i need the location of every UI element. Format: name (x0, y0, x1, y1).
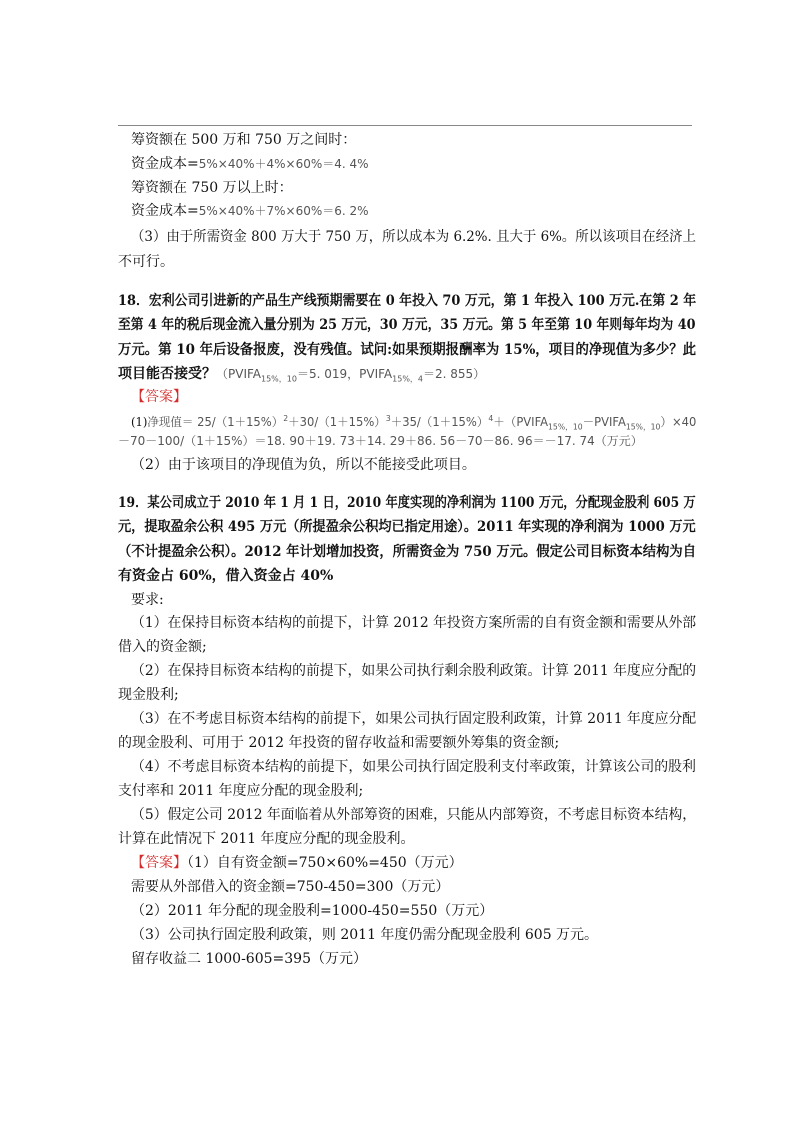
question-19-line: 有资金占 60%，借入资金占 40% (118, 568, 334, 584)
requirement-line: 借入的资金额; (118, 639, 207, 655)
npv-exponent: 2 (283, 414, 289, 423)
text-line: 筹资额在 500 万和 750 万之间时： (131, 132, 357, 148)
requirement-line: 支付率和 2011 年度应分配的现金股利; (118, 783, 364, 799)
npv-formula-line (131, 413, 696, 431)
header-rule (118, 125, 692, 126)
npv-subscript: 15%，10 (625, 422, 661, 432)
pv-factor-b: ＝5. 019，PVIFA (296, 367, 393, 381)
answer-label: 【答案】 (131, 855, 187, 871)
npv-term: ＋（PVIFA (493, 415, 549, 429)
pv-factor-sub: 15%，10 (261, 374, 297, 384)
npv-exponent: 3 (385, 414, 391, 423)
formula-image: 5%×40%＋4%×60%＝4. 4% (198, 157, 369, 171)
npv-term: －PVIFA (582, 415, 626, 429)
question-19-line: 19．某公司成立于 2010 年 1 月 1 日，2010 年度实现的净利润为 1100 万元，分配现金股利 605 万 (118, 495, 696, 511)
question-text: 项目能否接受？ (118, 366, 216, 382)
requirement-line: （4）不考虑目标资本结构的前提下，如果公司执行固定股利支付率政策，计算该公司的股利 (131, 759, 696, 775)
requirement-line: （2）在保持目标资本结构的前提下，如果公司执行剩余股利政策。计算 2011 年度应分配的 (131, 663, 697, 679)
formula-line (131, 155, 369, 173)
npv-subscript: 15%，10 (548, 422, 583, 432)
requirement-line: （5）假定公司 2012 年面临着从外部筹资的困难，只能从内部筹资，不考虑目标资本结构， (131, 807, 697, 823)
text-line: 不可行。 (118, 254, 174, 270)
npv-formula-line-2: －70－100/（1＋15%）＝18. 90＋19. 73＋14. 29＋86. 56－70－86. 96＝－17. 74（万元） (118, 434, 643, 448)
pv-factor-c: ＝2. 855） (423, 367, 486, 381)
npv-exponent: 4 (488, 414, 494, 423)
formula-label: 资金成本= (131, 156, 199, 172)
answer-text: （1）自有资金额=750×60%=450（万元） (187, 855, 463, 871)
requirement-line: （3）在不考虑目标资本结构的前提下，如果公司执行固定股利政策，计算 2011 年度应分配 (131, 711, 697, 727)
formula-label: 资金成本= (131, 203, 199, 219)
question-18-line: 至第 4 年的税后现金流入量分别为 25 万元，30 万元，35 万元。第 5 年至第 10 年则每年均为 40 (118, 317, 696, 333)
answer-line: （2）2011 年分配的现金股利=1000-450=550（万元） (131, 903, 494, 919)
formula-image: 5%×40%＋7%×60%＝6. 2% (198, 204, 369, 218)
pv-factors (216, 367, 486, 384)
item-number: (1) (131, 415, 148, 429)
requirements-heading: 要求: (131, 592, 164, 608)
pv-factor-a: （PVIFA (216, 367, 261, 381)
question-18-line: 万元。第 10 年后设备报废，没有残值。试问:如果预期报酬率为 15%，项目的净现值为多少？此 (118, 342, 697, 358)
npv-term: ）×40 (660, 415, 697, 429)
answer-label: 【答案】 (131, 389, 187, 405)
answer-line: 需要从外部借入的资金额=750-450=300（万元） (131, 879, 450, 895)
text-line: 筹资额在 750 万以上时： (131, 180, 293, 196)
question-18-line (118, 365, 485, 383)
pv-factor-sub: 15%，4 (392, 374, 424, 384)
answer-line (131, 854, 463, 872)
question-18-line: 18．宏利公司引进新的产品生产线预期需要在 0 年投入 70 万元，第 1 年投入 100 万元.在第 2 年 (118, 293, 697, 309)
requirement-line: （1）在保持目标资本结构的前提下，计算 2012 年投资方案所需的自有资金额和需要从外部 (131, 615, 697, 631)
text-line: （3）由于所需资金 800 万大于 750 万，所以成本为 6.2%. 且大于 6%。所以该项目在经济上 (131, 229, 696, 245)
requirement-line: 计算在此情况下 2011 年度应分配的现金股利。 (118, 831, 415, 847)
answer-line: 留存收益二 1000-605=395（万元） (131, 951, 367, 967)
answer-line: （3）公司执行固定股利政策，则 2011 年度仍需分配现金股利 605 万元。 (131, 927, 599, 943)
npv-term: ＋30/（1＋15%） (288, 415, 386, 429)
npv-term: 净现值＝ 25/（1＋15%） (147, 415, 284, 429)
formula-line (131, 202, 369, 220)
question-19-line: 元，提取盈余公积 495 万元（所提盈余公积均已指定用途）。2011 年实现的净利润为 1000 万元 (118, 519, 696, 535)
requirement-line: 现金股利; (118, 687, 179, 703)
answer-line: （2）由于该项目的净现值为负，所以不能接受此项目。 (131, 457, 476, 473)
npv-term: ＋35/（1＋15%） (390, 415, 489, 429)
question-19-line: （不计提盈余公积）。2012 年计划增加投资，所需资金为 750 万元。假定公司目标资本结构为自 (118, 544, 697, 560)
npv-formula (147, 414, 697, 432)
requirement-line: 的现金股利、可用于 2012 年投资的留存收益和需要额外筹集的资金额; (118, 735, 560, 751)
